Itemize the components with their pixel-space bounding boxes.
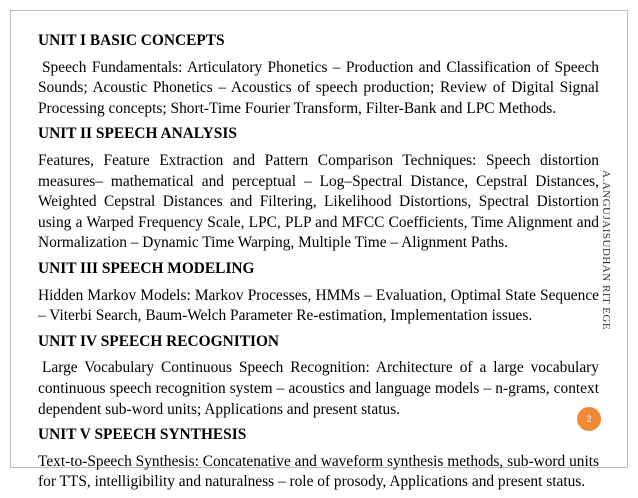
syllabus-content <box>38 31 599 498</box>
unit-section-1 <box>38 31 599 119</box>
unit-section-4 <box>38 332 599 420</box>
unit-heading: UNIT IV SPEECH RECOGNITION <box>38 332 280 350</box>
unit-section-3 <box>38 259 599 327</box>
unit-heading: UNIT II SPEECH ANALYSIS <box>38 125 237 143</box>
unit-description: Text-to-Speech Synthesis: Concatenative and waveform synthesis methods, sub-word units for TTS, intelligibility and naturalness – role of prosody, Applications and present status. <box>38 452 600 491</box>
unit-heading: UNIT III SPEECH MODELING <box>38 259 255 277</box>
unit-heading: UNIT I BASIC CONCEPTS <box>38 32 225 49</box>
unit-description: Hidden Markov Models: Markov Processes, HMMs – Evaluation, Optimal State Sequence – Viterbi Search, Baum-Welch Parameter Re-estimation, Implementation issues. <box>38 286 599 325</box>
unit-section-2 <box>38 124 599 254</box>
unit-heading: UNIT V SPEECH SYNTHESIS <box>38 426 247 444</box>
unit-description: Speech Fundamentals: Articulatory Phonetics – Production and Classification of Speech Sounds; Acoustic Phonetics – Acoustics of speech production; Review of Digital Signal Processing concepts; Short-Time Fourier Transform, Filter-Bank and LPC Methods. <box>38 58 599 117</box>
author-side-label: A.ANGUJAISUDHAN RIT EGE <box>600 170 612 331</box>
unit-description: Large Vocabulary Continuous Speech Recognition: Architecture of a large vocabulary continuous speech recognition system – acoustics and language models – n-grams, context dependent sub-word units; Applications and present status. <box>38 359 599 418</box>
unit-description: Features, Feature Extraction and Pattern Comparison Techniques: Speech distortion measures– mathematical and perceptual – Log–Spectral Distance, Cepstral Distances, Weighted Cepstral Distances and Filtering, Likelihood Distortions, Spectral Distortion using a Warped Frequency Scale, LPC, PLP and MFCC Coefficients, Time Alignment and Normalization – Dynamic Time Warping, Multiple Time – Alignment Paths. <box>38 151 599 252</box>
page-number-badge: 2 <box>577 407 601 431</box>
unit-section-5 <box>38 425 599 493</box>
